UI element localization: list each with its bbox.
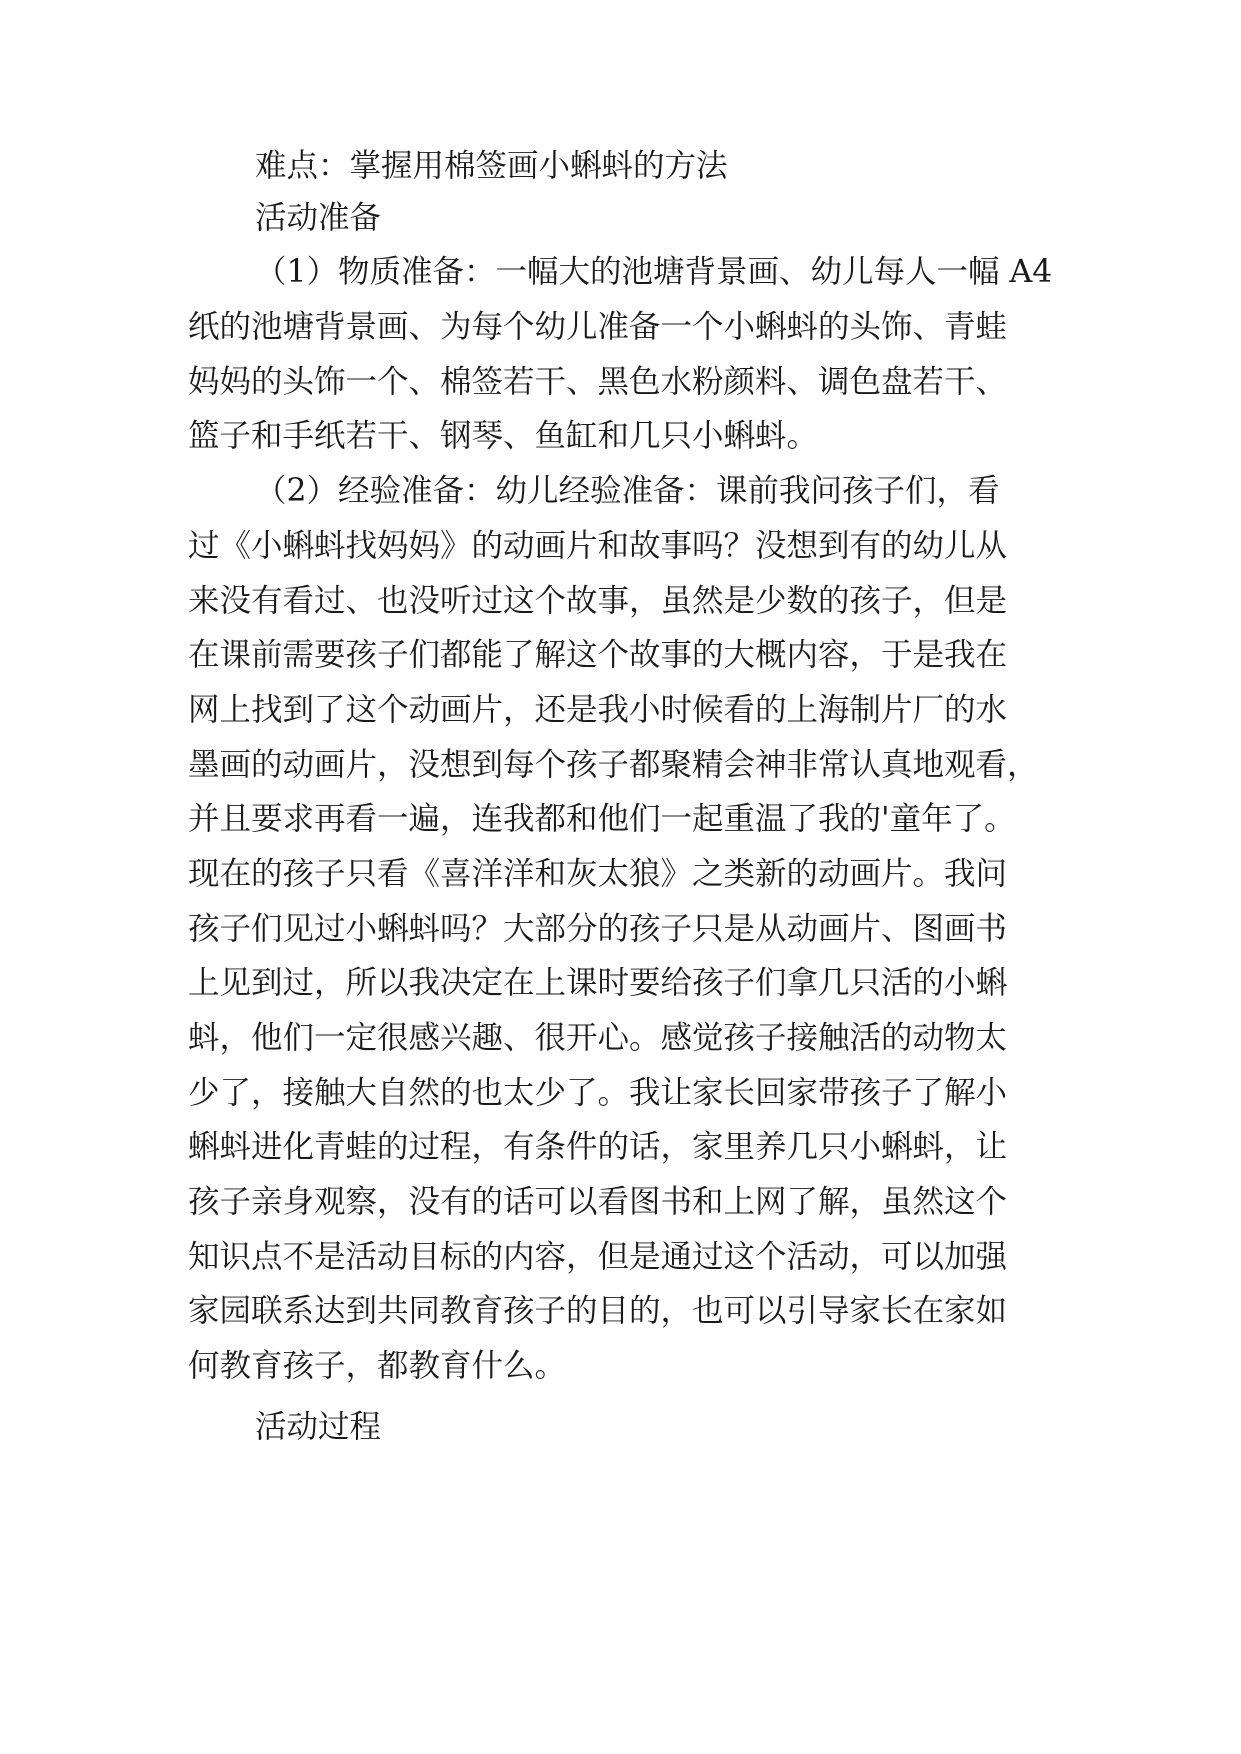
paragraph-line: 少了，接触大自然的也太少了。我让家长回家带孩子了解小 [188, 1075, 1008, 1111]
paragraph-line: 孩子们见过小蝌蚪吗？大部分的孩子只是从动画片、图画书 [188, 911, 1008, 947]
paragraph-line: 孩子亲身观察，没有的话可以看图书和上网了解，虽然这个 [188, 1184, 1008, 1220]
paragraph-line: 何教育孩子，都教育什么。 [188, 1348, 567, 1384]
paragraph-line: 纸的池塘背景画、为每个幼儿准备一个小蝌蚪的头饰、青蛙 [188, 309, 1008, 345]
paragraph-line: 来没有看过、也没听过这个故事，虽然是少数的孩子，但是 [188, 583, 1008, 619]
paragraph-line: 妈妈的头饰一个、棉签若干、黑色水粉颜料、调色盘若干、 [188, 364, 1008, 400]
paragraph-line: 篮子和手纸若干、钢琴、鱼缸和几只小蝌蚪。 [188, 418, 819, 454]
paragraph-line: 网上找到了这个动画片，还是我小时候看的上海制片厂的水 [188, 692, 1008, 728]
paragraph-line: 现在的孩子只看《喜洋洋和灰太狼》之类新的动画片。我问 [188, 856, 1008, 892]
paragraph-line: 知识点不是活动目标的内容，但是通过这个活动，可以加强 [188, 1239, 1008, 1275]
paragraph-line: 上见到过，所以我决定在上课时要给孩子们拿几只活的小蝌 [188, 965, 1008, 1001]
paragraph-line: 在课前需要孩子们都能了解这个故事的大概内容，于是我在 [188, 637, 1008, 673]
paragraph-line: 过《小蝌蚪找妈妈》的动画片和故事吗？没想到有的幼儿从 [188, 528, 1008, 564]
paragraph-line: 家园联系达到共同教育孩子的目的，也可以引导家长在家如 [188, 1293, 1008, 1329]
paragraph-line: 蚪，他们一定很感兴趣、很开心。感觉孩子接触活的动物太 [188, 1020, 1008, 1056]
paragraph-line: （2）经验准备：幼儿经验准备：课前我问孩子们，看 [255, 473, 1000, 509]
paragraph-line: （1）物质准备：一幅大的池塘背景画、幼儿每人一幅 A4 [255, 254, 1053, 290]
section-heading-activity-process: 活动过程 [255, 1409, 382, 1445]
paragraph-line: 墨画的动画片，没想到每个孩子都聚精会神非常认真地观看， [188, 747, 1039, 783]
paragraph-line: 并且要求再看一遍，连我都和他们一起重温了我的'童年了。 [188, 801, 1016, 837]
difficulty-line: 难点：掌握用棉签画小蝌蚪的方法 [255, 148, 728, 184]
section-heading-activity-preparation: 活动准备 [255, 200, 382, 236]
paragraph-line: 蝌蚪进化青蛙的过程，有条件的话，家里养几只小蝌蚪，让 [188, 1129, 1008, 1165]
